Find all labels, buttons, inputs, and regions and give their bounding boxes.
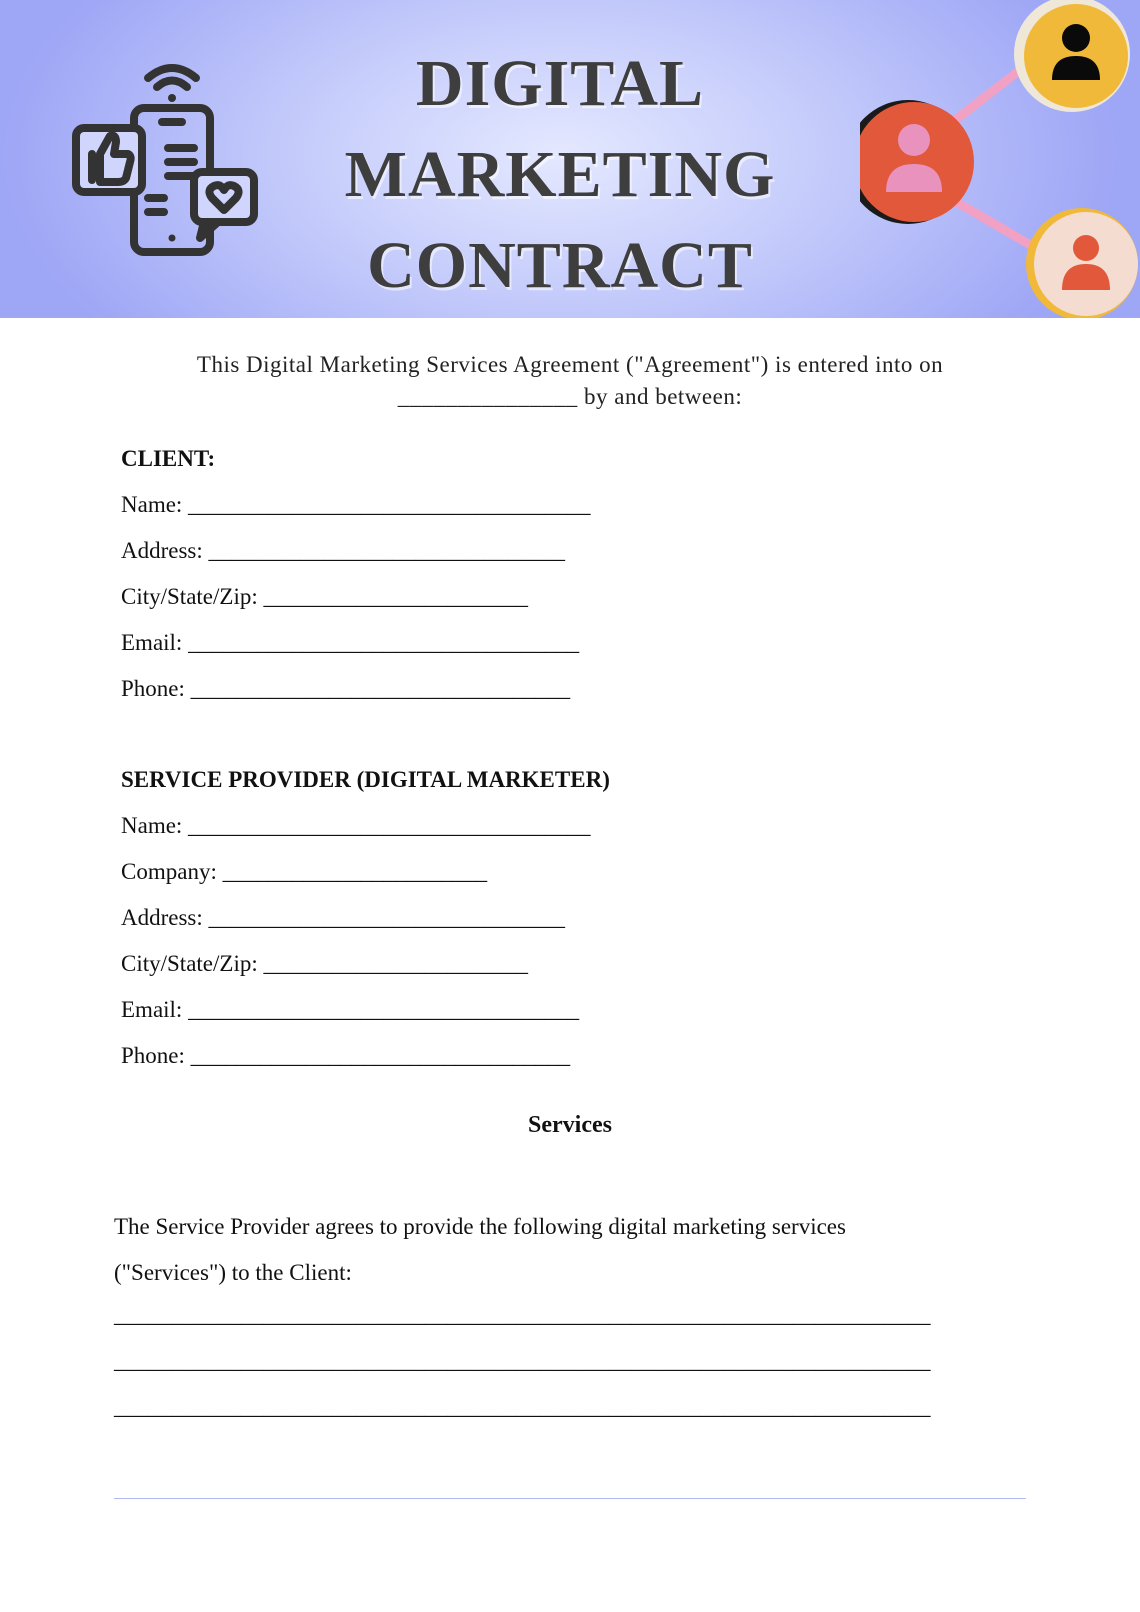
person-avatar-icon <box>1014 0 1130 112</box>
services-text-line-1: The Service Provider agrees to provide the following digital marketing services <box>114 1214 846 1239</box>
services-text-line-2: ("Services") to the Client: <box>114 1260 352 1285</box>
provider-heading: SERVICE PROVIDER (DIGITAL MARKETER) <box>121 767 610 792</box>
title-line-1: DIGITAL <box>415 47 705 120</box>
client-email-field: Email: __________________________________ <box>121 630 580 655</box>
provider-company-field: Company: _______________________ <box>121 859 488 884</box>
services-description <box>114 1204 846 1296</box>
client-address-field: Address: _______________________________ <box>121 538 566 563</box>
footer-divider <box>114 1498 1026 1499</box>
services-blank-line: _______________________________________________________________________ <box>114 1302 931 1327</box>
services-blank-line: _______________________________________________________________________ <box>114 1394 931 1419</box>
services-blank-line: _______________________________________________________________________ <box>114 1348 931 1373</box>
wifi-icon <box>148 68 196 102</box>
provider-email-field: Email: __________________________________ <box>121 997 580 1022</box>
provider-city-state-zip-field: City/State/Zip: _______________________ <box>121 951 528 976</box>
provider-phone-field: Phone: _________________________________ <box>121 1043 571 1068</box>
client-name-field: Name: ___________________________________ <box>121 492 591 517</box>
client-city-state-zip-field: City/State/Zip: _______________________ <box>121 584 528 609</box>
intro-line-1: This Digital Marketing Services Agreement ("Agreement") is entered into on <box>196 352 944 377</box>
provider-address-field: Address: _______________________________ <box>121 905 566 930</box>
intro-line-2: _______________ by and between: <box>397 384 743 409</box>
smartphone-social-icon <box>72 56 262 262</box>
client-heading: CLIENT: <box>121 446 216 471</box>
provider-name-field: Name: ___________________________________ <box>121 813 591 838</box>
header-banner <box>0 0 1140 318</box>
services-heading: Services <box>528 1112 612 1138</box>
page-title <box>260 38 860 311</box>
title-line-3: CONTRACT <box>367 229 753 302</box>
agreement-intro <box>120 349 1020 413</box>
title-line-2: MARKETING <box>344 138 776 211</box>
client-phone-field: Phone: _________________________________ <box>121 676 571 701</box>
people-network-illustration <box>860 0 1140 318</box>
person-avatar-icon <box>1026 208 1138 318</box>
